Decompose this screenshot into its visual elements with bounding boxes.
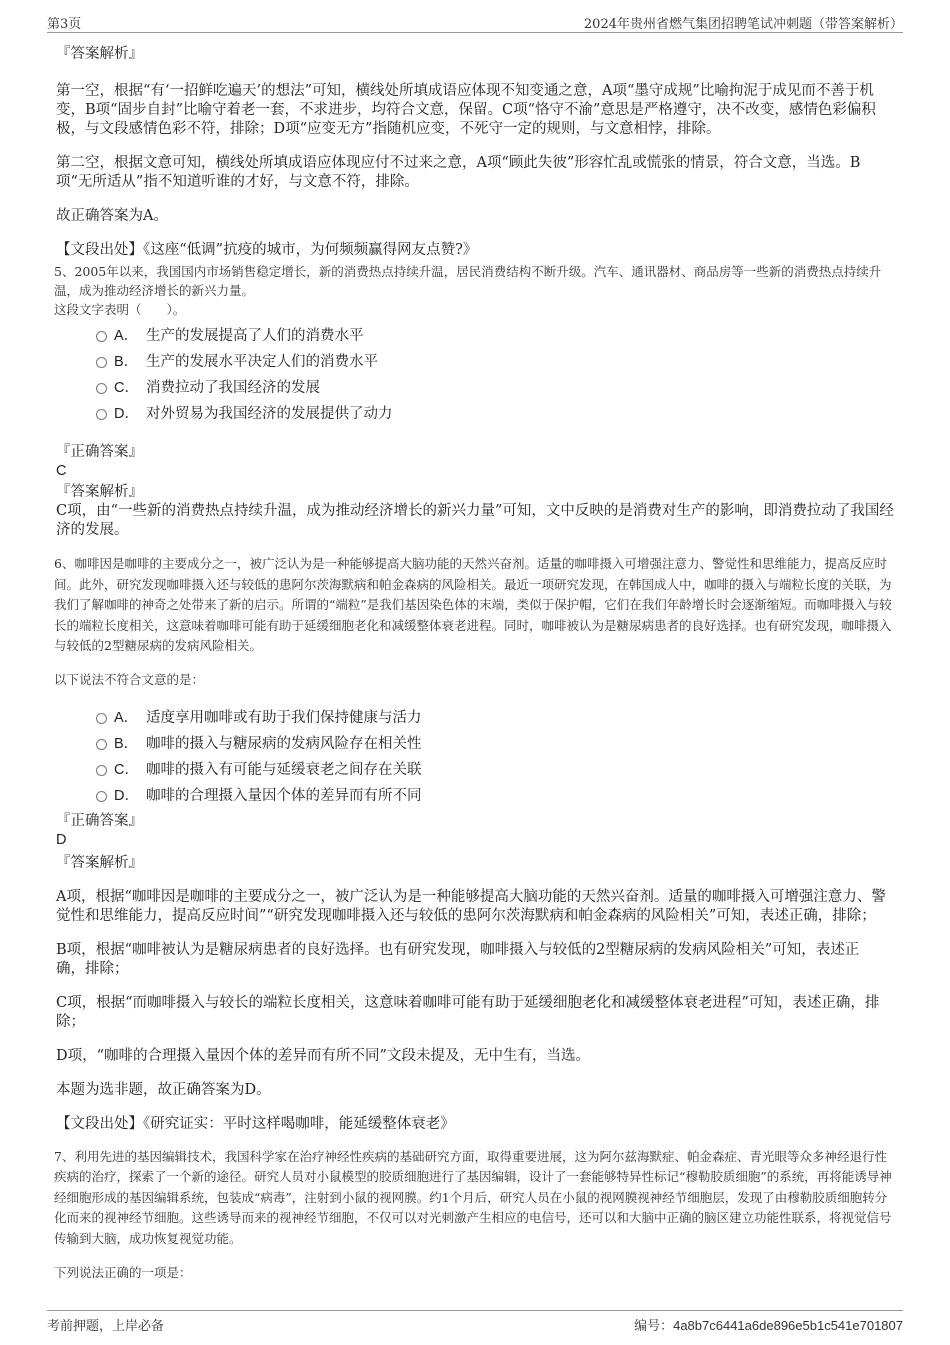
q6-analysis-c: C项，根据“而咖啡摄入与较长的端粒长度相关，这意味着咖啡可能有助于延缓细胞老化和减缓整体衰老进程”可知，表述正确，排除；	[56, 994, 880, 1030]
document-title: 2024年贵州省燃气集团招聘笔试冲刺题（带答案解析）	[583, 17, 903, 32]
q5-correct-label: 『正确答案』	[56, 444, 143, 460]
q5-option-b[interactable]: B． 生产的发展水平决定人们的消费水平	[96, 349, 896, 375]
q6-conclusion: 本题为选非题，故正确答案为D。	[56, 1081, 271, 1098]
q7-stem: 7、利用先进的基因编辑技术，我国科学家在治疗神经性疾病的基础研究方面，取得重要进展，这为阿尔兹海默症、帕金森症、青光眼等众多神经退行性疾病的治疗，探索了一个新的途径。研究人员对小鼠模型的胶质细胞进行了基因编辑，设计了一套能够特异性标记“穆勒胶质细胞”的系统，再将能诱导神经细胞形成的基因编辑系统，包装成“病毒”，注射到小鼠的视网膜。约1个月后，研究人员在小鼠的视网膜视神经节细胞层，发现了由穆勒胶质细胞转分化而来的视神经节细胞。这些诱导而来的视神经节细胞，不仅可以对光刺激产生相应的电信号，还可以和大脑中正确的脑区建立功能性联系，将视觉信号传输到大脑，成功恢复视觉功能。	[54, 1148, 892, 1246]
q6-analysis-a: A项，根据“咖啡因是咖啡的主要成分之一，被广泛认为是一种能够提高大脑功能的天然兴奋剂。适量的咖啡摄入可增强注意力、警觉性和思维能力，提高反应时间”“研究发现咖啡摄入还与较低的患阿尔茨海默病和帕金森病的风险相关”可知，表述正确，排除；	[56, 888, 886, 924]
radio-icon[interactable]	[96, 357, 107, 368]
q5-options	[96, 323, 896, 427]
page-number: 第3页	[47, 17, 82, 32]
radio-icon[interactable]	[96, 409, 107, 420]
radio-icon[interactable]	[96, 383, 107, 394]
document-code: 编号：4a8b7c6441a6de896e5b1c541e701807	[634, 1318, 903, 1334]
radio-icon[interactable]	[96, 791, 107, 802]
q4-conclusion: 故正确答案为A。	[56, 208, 168, 224]
q5-analysis-label: 『答案解析』	[56, 484, 143, 500]
q5-option-d[interactable]: D． 对外贸易为我国经济的发展提供了动力	[96, 401, 896, 427]
page-header	[47, 12, 903, 33]
q6-analysis-b: B项，根据“咖啡被认为是糖尿病患者的良好选择。也有研究发现，咖啡摄入与较低的2型糖尿病的发病风险相关”可知，表述正确，排除；	[56, 941, 860, 977]
q6-option-a[interactable]: A． 适度享用咖啡或有助于我们保持健康与活力	[96, 705, 896, 731]
q6-option-b[interactable]: B． 咖啡的摄入与糖尿病的发病风险存在相关性	[96, 731, 896, 757]
q6-option-d[interactable]: D． 咖啡的合理摄入量因个体的差异而有所不同	[96, 783, 896, 809]
q4-source: 【文段出处】《这座“低调”抗疫的城市，为何频频赢得网友点赞?》	[56, 242, 478, 258]
q4-analysis-para2: 第二空，根据文意可知，横线处所填成语应体现应付不过来之意，A项“顾此失彼”形容忙乱或慌张的情景，符合文意，当选。B项“无所适从”指不知道听谁的才好，与文意不符，排除。	[56, 155, 861, 190]
q5-option-c[interactable]: C． 消费拉动了我国经济的发展	[96, 375, 896, 401]
q5-stem: 5、2005年以来，我国国内市场销售稳定增长，新的消费热点持续升温，居民消费结构不断升级。汽车、通讯器材、商品房等一些新的消费热点持续升温，成为推动经济增长的新兴力量。	[54, 264, 882, 298]
q5-question: 这段文字表明（ ）。	[54, 302, 186, 317]
q4-analysis-para1: 第一空，根据“有‘一招鲜吃遍天’的想法”可知，横线处所填成语应体现不知变通之意，A项“墨守成规”比喻拘泥于成见而不善于机变，B项“固步自封”比喻守着老一套，不求进步，均符合文意，保留。C项“恪守不渝”意思是严格遵守，决不改变，感情色彩偏积极，与文段感情色彩不符，排除；D项“应变无方”指随机应变，不死守一定的规则，与文意相悖，排除。	[56, 83, 876, 137]
radio-icon[interactable]	[96, 765, 107, 776]
radio-icon[interactable]	[96, 331, 107, 342]
q5-option-a[interactable]: A． 生产的发展提高了人们的消费水平	[96, 323, 896, 349]
q6-options	[96, 705, 896, 809]
document-code-value: 4a8b7c6441a6de896e5b1c541e701807	[673, 1318, 903, 1333]
q6-analysis-d: D项，“咖啡的合理摄入量因个体的差异而有所不同”文段未提及，无中生有，当选。	[56, 1047, 590, 1064]
q6-source: 【文段出处】《研究证实：平时这样喝咖啡，能延缓整体衰老》	[56, 1115, 455, 1132]
q4-analysis-label: 『答案解析』	[56, 46, 143, 62]
q5-analysis: C项，由“一些新的消费热点持续升温，成为推动经济增长的新兴力量”可知，文中反映的是消费对生产的影响，即消费拉动了我国经济的发展。	[56, 503, 894, 538]
q6-analysis-label: 『答案解析』	[56, 854, 143, 871]
q6-correct-label: 『正确答案』	[56, 812, 143, 829]
footer-slogan: 考前押题，上岸必备	[47, 1319, 165, 1334]
q6-correct-answer: D	[56, 831, 67, 848]
q6-option-c[interactable]: C． 咖啡的摄入有可能与延缓衰老之间存在关联	[96, 757, 896, 783]
radio-icon[interactable]	[96, 713, 107, 724]
q7-question: 下列说法正确的一项是：	[54, 1265, 192, 1280]
page-footer	[47, 1310, 903, 1333]
q5-correct-answer: C	[56, 463, 67, 479]
radio-icon[interactable]	[96, 739, 107, 750]
q6-stem: 6、咖啡因是咖啡的主要成分之一，被广泛认为是一种能够提高大脑功能的天然兴奋剂。适量的咖啡摄入可增强注意力、警觉性和思维能力，提高反应时间。此外，研究发现咖啡摄入还与较低的患阿尔茨海默病和帕金森病的风险相关。最近一项研究发现，在韩国成人中，咖啡的摄入与端粒长度的关联，为我们了解咖啡的神奇之处带来了新的启示。所谓的“端粒”是我们基因染色体的末端，类似于保护帽，它们在我们年龄增长时会逐渐缩短。而咖啡摄入与较长的端粒长度相关，这意味着咖啡可能有助于延缓细胞老化和减缓整体衰老进程。同时，咖啡被认为是糖尿病患者的良好选择。也有研究发现，咖啡摄入与较低的2型糖尿病的发病风险相关。	[54, 556, 892, 653]
page-content	[56, 44, 896, 1282]
q6-question: 以下说法不符合文意的是：	[54, 671, 205, 687]
